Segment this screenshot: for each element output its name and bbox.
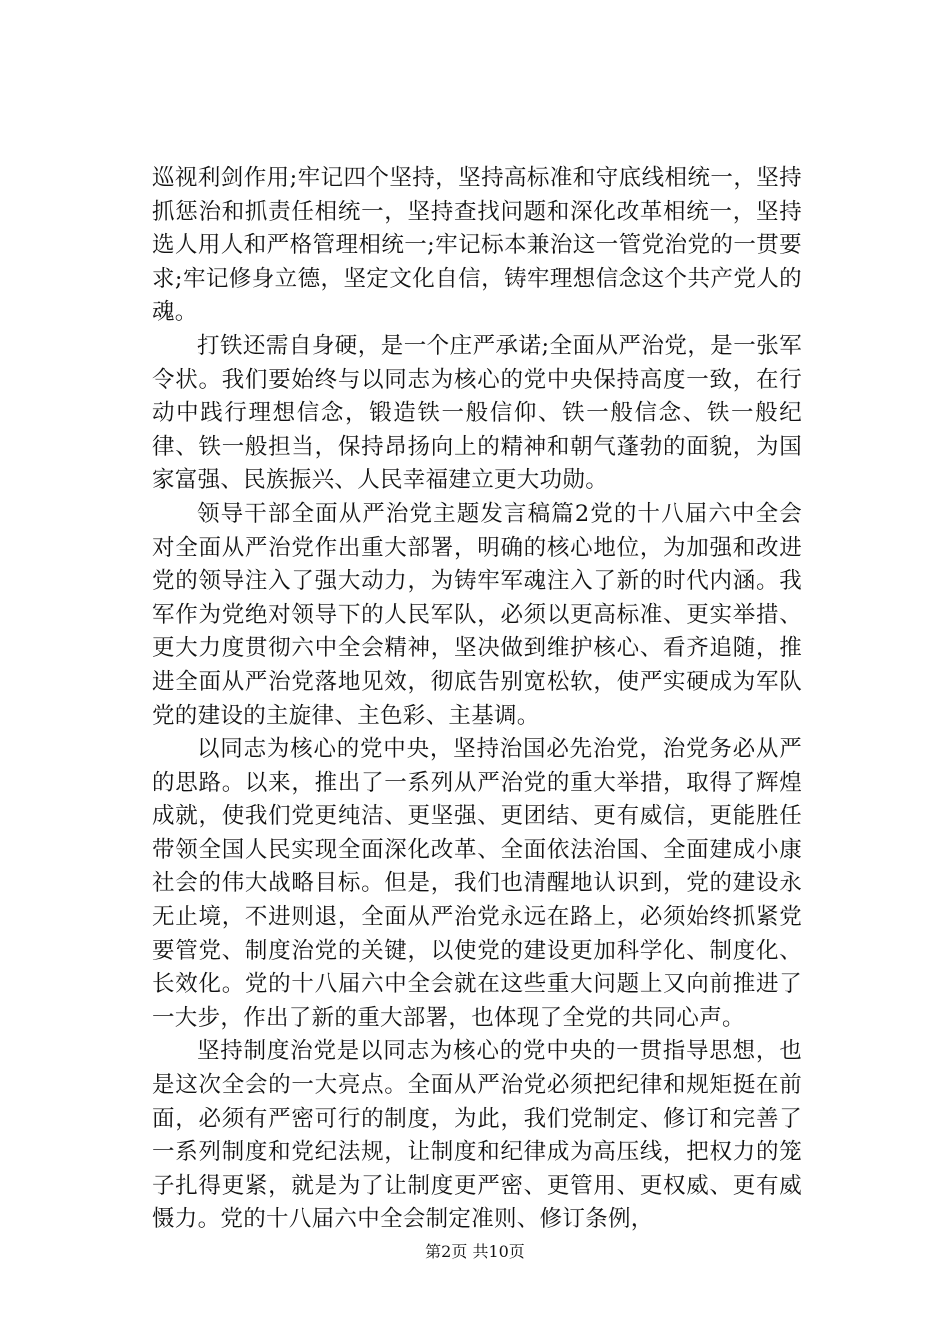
paragraph: 打铁还需自身硬，是一个庄严承诺;全面从严治党，是一张军令状。我们要始终与以同志为核心的党中央保持高度一致，在行动中践行理想信念，锻造铁一般信仰、铁一般信念、铁一般纪律、铁一般担当，保持昂扬向上的精神和朝气蓬勃的面貌，为国家富强、民族振兴、人民幸福建立更大功勋。 [152, 332, 802, 494]
paragraph: 坚持制度治党是以同志为核心的党中央的一贯指导思想，也是这次全会的一大亮点。全面从严治党必须把纪律和规矩挺在前面，必须有严密可行的制度，为此，我们党制定、修订和完善了一系列制度和党纪法规，让制度和纪律成为高压线，把权力的笼子扎得更紧，就是为了让制度更严密、更管用、更权威、更有威慑力。党的十八届六中全会制定准则、修订条例， [152, 1038, 802, 1233]
document-body [152, 162, 802, 1237]
paragraph: 以同志为核心的党中央，坚持治国必先治党，治党务必从严的思路。以来，推出了一系列从严治党的重大举措，取得了辉煌成就，使我们党更纯洁、更坚强、更团结、更有威信，更能胜任带领全国人民实现全面深化改革、全面依法治国、全面建成小康社会的伟大战略目标。但是，我们也清醒地认识到，党的建设永无止境，不进则退，全面从严治党永远在路上，必须始终抓紧党要管党、制度治党的关键，以使党的建设更加科学化、制度化、长效化。党的十八届六中全会就在这些重大问题上又向前推进了一大步，作出了新的重大部署，也体现了全党的共同心声。 [152, 736, 802, 1031]
paragraph-continuation: 巡视利剑作用;牢记四个坚持，坚持高标准和守底线相统一，坚持抓惩治和抓责任相统一，坚持查找问题和深化改革相统一，坚持选人用人和严格管理相统一;牢记标本兼治这一管党治党的一贯要求;牢记修身立德，坚定文化自信，铸牢理想信念这个共产党人的魂。 [152, 165, 802, 326]
page-footer [0, 1240, 950, 1264]
paragraph: 领导干部全面从严治党主题发言稿篇2党的十八届六中全会对全面从严治党作出重大部署，明确的核心地位，为加强和改进党的领导注入了强大动力，为铸牢军魂注入了新的时代内涵。我军作为党绝对领导下的人民军队，必须以更高标准、更实举措、更大力度贯彻六中全会精神，坚决做到维护核心、看齐追随，推进全面从严治党落地见效，彻底告别宽松软，使严实硬成为军队党的建设的主旋律、主色彩、主基调。 [152, 500, 802, 729]
page-number: 第2页 共10页 [425, 1242, 525, 1261]
